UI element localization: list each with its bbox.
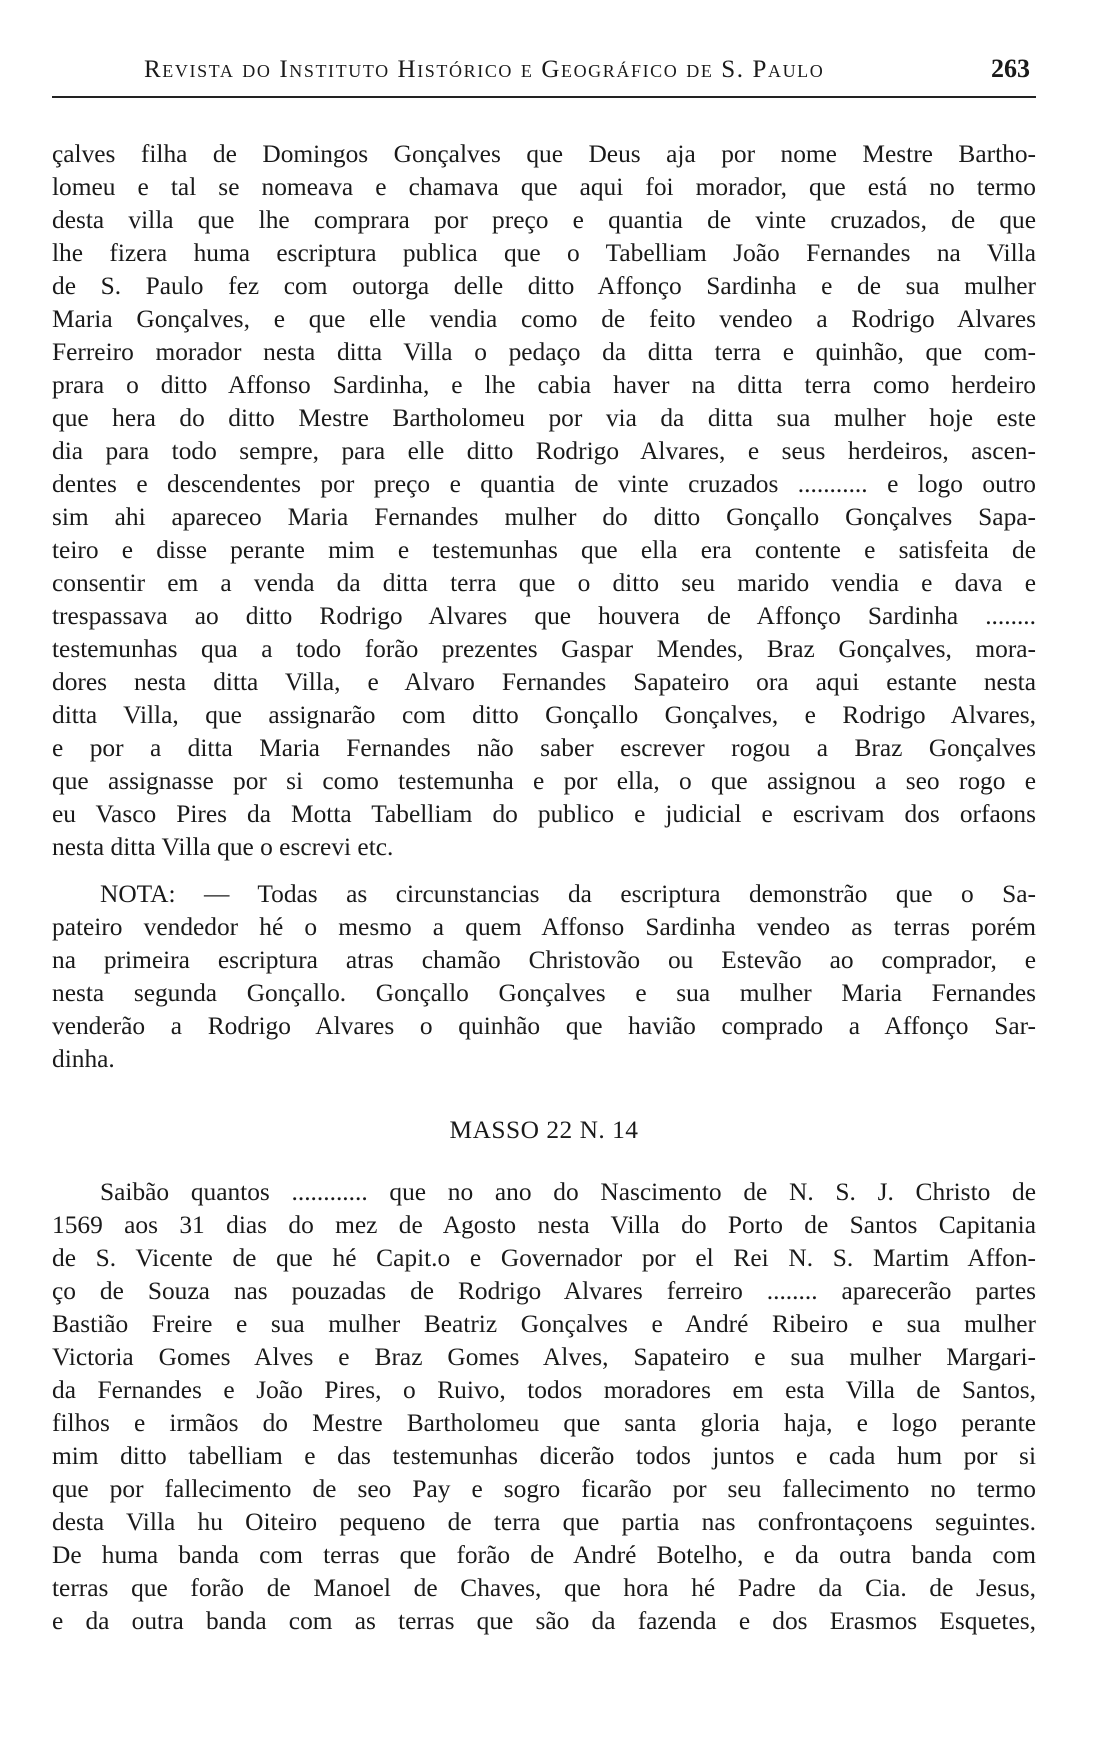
text-line: testemunhas qua a todo forão prezentes Gaspar Mendes, Braz Gonçalves, mora- [52,635,1036,663]
text-line: 1569 aos 31 dias do mez de Agosto nesta Villa do Porto de Santos Capitania [52,1211,1036,1239]
text-line: venderão a Rodrigo Alvares o quinhão que havião comprado a Affonço Sar- [52,1012,1036,1040]
text-line: Bastião Freire e sua mulher Beatriz Gonçalves e André Ribeiro e sua mulher [52,1310,1036,1338]
text-line: pateiro vendedor hé o mesmo a quem Affonso Sardinha vendeo as terras porém [52,913,1036,941]
text-line: teiro e disse perante mim e testemunhas que ella era contente e satisfeita de [52,536,1036,564]
text-line: Victoria Gomes Alves e Braz Gomes Alves, Sapateiro e sua mulher Margari- [52,1343,1036,1371]
text-line: que hera do ditto Mestre Bartholomeu por via da ditta sua mulher hoje este [52,404,1036,432]
text-line: lomeu e tal se nomeava e chamava que aqui foi morador, que está no termo [52,173,1036,201]
text-line: NOTA: — Todas as circunstancias da escriptura demonstrão que o Sa- [100,880,1036,908]
text-line: desta villa que lhe comprara por preço e quantia de vinte cruzados, de que [52,206,1036,234]
text-line: mim ditto tabelliam e das testemunhas dicerão todos juntos e cada hum por si [52,1442,1036,1470]
text-line: de S. Vicente de que hé Capit.o e Governador por el Rei N. S. Martim Affon- [52,1244,1036,1272]
paragraph-nota [52,878,1036,1076]
text-line: Saibão quantos ............ que no ano do Nascimento de N. S. J. Christo de [100,1178,1036,1206]
text-line: dinha. [52,1045,115,1073]
text-line: ditta Villa, que assignarão com ditto Gonçallo Gonçalves, e Rodrigo Alvares, [52,701,1036,729]
paragraph-masso-deed [52,1176,1036,1638]
text-line: çalves filha de Domingos Gonçalves que Deus aja por nome Mestre Bartho- [52,140,1036,168]
text-line: e da outra banda com as terras que são da fazenda e dos Erasmos Esquetes, [52,1607,1036,1635]
text-line: lhe fizera huma escriptura publica que o Tabelliam João Fernandes na Villa [52,239,1036,267]
text-column [52,138,1036,1638]
text-line: consentir em a venda da ditta terra que o ditto seu marido vendia e dava e [52,569,1036,597]
running-head [52,52,1036,96]
journal-title: Revista do Instituto Histórico e Geográfico de S. Paulo [144,56,825,83]
text-line: da Fernandes e João Pires, o Ruivo, todos moradores em esta Villa de Santos, [52,1376,1036,1404]
text-line: dentes e descendentes por preço e quantia de vinte cruzados ........... e logo outro [52,470,1036,498]
text-line: ço de Souza nas pouzadas de Rodrigo Alvares ferreiro ........ aparecerão partes [52,1277,1036,1305]
text-line: que por fallecimento de seo Pay e sogro ficarão por seu fallecimento no termo [52,1475,1036,1503]
text-line: sim ahi apareceo Maria Fernandes mulher do ditto Gonçallo Gonçalves Sapa- [52,503,1036,531]
text-line: dores nesta ditta Villa, e Alvaro Fernandes Sapateiro ora aqui estante nesta [52,668,1036,696]
text-line: trespassava ao ditto Rodrigo Alvares que houvera de Affonço Sardinha ........ [52,602,1036,630]
text-line: eu Vasco Pires da Motta Tabelliam do publico e judicial e escrivam dos orfaons [52,800,1036,828]
text-line: dia para todo sempre, para elle ditto Rodrigo Alvares, e seus herdeiros, ascen- [52,437,1036,465]
text-line: terras que forão de Manoel de Chaves, que hora hé Padre da Cia. de Jesus, [52,1574,1036,1602]
text-line: que assignasse por si como testemunha e por ella, o que assignou a seo rogo e [52,767,1036,795]
text-line: De huma banda com terras que forão de André Botelho, e da outra banda com [52,1541,1036,1569]
text-line: filhos e irmãos do Mestre Bartholomeu que santa gloria haja, e logo perante [52,1409,1036,1437]
text-line: Ferreiro morador nesta ditta Villa o pedaço da ditta terra e quinhão, que com- [52,338,1036,366]
header-rule [52,96,1036,98]
paragraph-deed-continuation [52,138,1036,864]
page-number: 263 [991,54,1030,83]
text-line: nesta segunda Gonçallo. Gonçallo Gonçalves e sua mulher Maria Fernandes [52,979,1036,1007]
section-heading: MASSO 22 N. 14 [449,1116,639,1144]
text-line: de S. Paulo fez com outorga delle ditto Affonço Sardinha e de sua mulher [52,272,1036,300]
text-line: prara o ditto Affonso Sardinha, e lhe cabia haver na ditta terra como herdeiro [52,371,1036,399]
text-line: e por a ditta Maria Fernandes não saber escrever rogou a Braz Gonçalves [52,734,1036,762]
text-line: nesta ditta Villa que o escrevi etc. [52,833,394,861]
text-line: na primeira escriptura atras chamão Christovão ou Estevão ao comprador, e [52,946,1036,974]
text-line: Maria Gonçalves, e que elle vendia como de feito vendeo a Rodrigo Alvares [52,305,1036,333]
text-line: desta Villa hu Oiteiro pequeno de terra que partia nas confrontaçoens seguintes. [52,1508,1036,1536]
